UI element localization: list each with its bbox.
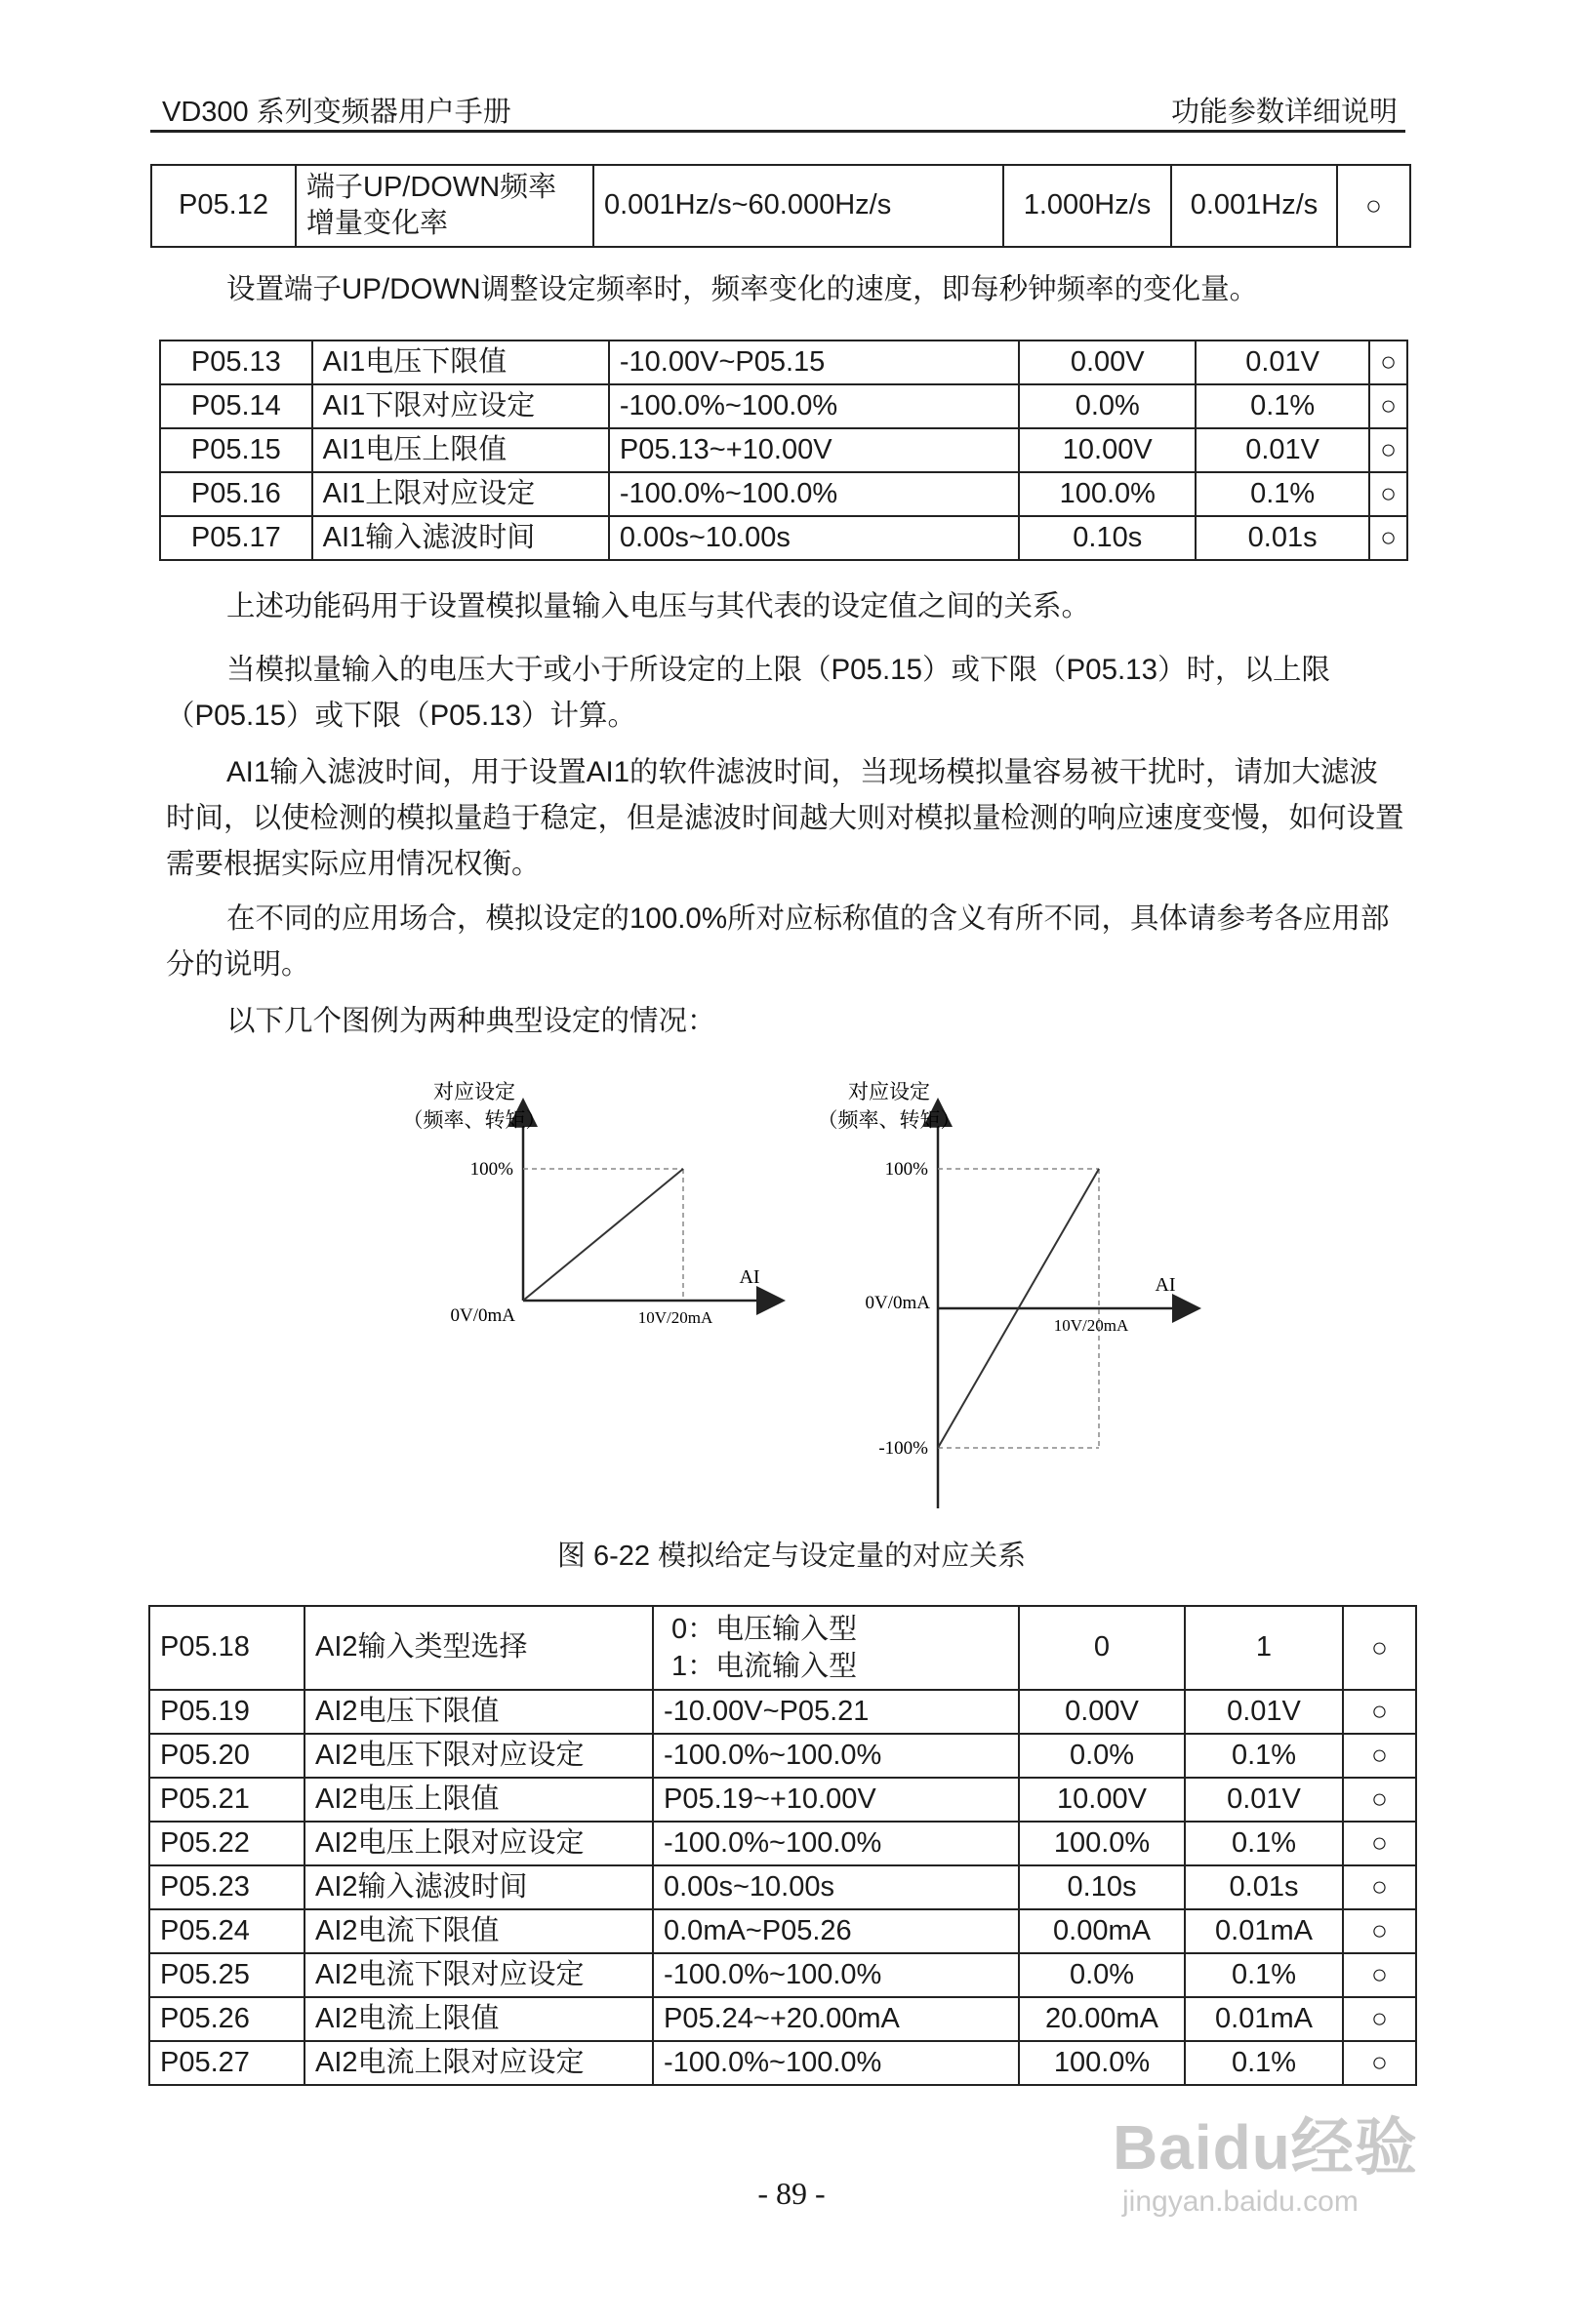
param-range: P05.19~+10.00V bbox=[653, 1778, 1019, 1822]
origin-label: 0V/0mA bbox=[450, 1305, 515, 1326]
table-row bbox=[160, 516, 1407, 560]
table-row bbox=[149, 1822, 1416, 1865]
y-tick-top: 100% bbox=[469, 1159, 513, 1180]
param-attr-mark: ○ bbox=[1343, 1690, 1416, 1734]
param-range: 0.00s~10.00s bbox=[609, 516, 1019, 560]
watermark-url: jingyan.baidu.com bbox=[1122, 2185, 1359, 2218]
table-row bbox=[149, 1606, 1416, 1690]
header-left: VD300 系列变频器用户手册 bbox=[162, 97, 511, 128]
param-unit: 1 bbox=[1185, 1606, 1343, 1690]
y-tick-bottom: -100% bbox=[878, 1438, 928, 1459]
param-unit: 0.01V bbox=[1196, 341, 1369, 384]
page-number: - 89 - bbox=[757, 2176, 826, 2211]
param-code: P05.21 bbox=[149, 1778, 304, 1822]
param-default: 0.0% bbox=[1019, 384, 1196, 428]
param-default: 0.0% bbox=[1019, 1953, 1185, 1997]
chart-unipolar bbox=[403, 1080, 772, 1327]
chart-bipolar bbox=[818, 1080, 1188, 1508]
param-range: 0.00s~10.00s bbox=[653, 1865, 1019, 1909]
param-unit: 0.001Hz/s bbox=[1171, 165, 1337, 247]
param-attr-mark: ○ bbox=[1343, 1734, 1416, 1778]
paragraph-updown: 设置端子UP/DOWN调整设定频率时，频率变化的速度，即每秒钟频率的变化量。 bbox=[226, 273, 1259, 305]
param-attr-mark: ○ bbox=[1343, 1865, 1416, 1909]
table-row bbox=[151, 165, 1410, 247]
param-code: P05.24 bbox=[149, 1909, 304, 1953]
param-default: 0 bbox=[1019, 1606, 1185, 1690]
series-line bbox=[523, 1169, 683, 1301]
param-attr-mark: ○ bbox=[1369, 384, 1407, 428]
param-code: P05.25 bbox=[149, 1953, 304, 1997]
param-table-ai1 bbox=[159, 340, 1408, 561]
param-range: -100.0%~100.0% bbox=[653, 1734, 1019, 1778]
param-name: AI2电压上限值 bbox=[304, 1778, 653, 1822]
param-range: 0.0mA~P05.26 bbox=[653, 1909, 1019, 1953]
table-row bbox=[160, 384, 1407, 428]
param-attr-mark: ○ bbox=[1369, 472, 1407, 516]
param-range: P05.13~+10.00V bbox=[609, 428, 1019, 472]
param-attr-mark: ○ bbox=[1369, 341, 1407, 384]
y-label-line1: 对应设定 bbox=[848, 1080, 930, 1103]
param-code: P05.20 bbox=[149, 1734, 304, 1778]
param-name: AI2电压下限值 bbox=[304, 1690, 653, 1734]
table-row bbox=[149, 1690, 1416, 1734]
param-name: AI1上限对应设定 bbox=[312, 472, 609, 516]
param-default: 0.10s bbox=[1019, 1865, 1185, 1909]
param-code: P05.19 bbox=[149, 1690, 304, 1734]
param-default: 100.0% bbox=[1019, 472, 1196, 516]
param-name: AI2电压上限对应设定 bbox=[304, 1822, 653, 1865]
param-unit: 0.01V bbox=[1196, 428, 1369, 472]
paragraph-examples: 以下几个图例为两种典型设定的情况： bbox=[226, 1005, 716, 1037]
param-name-line1: 端子UP/DOWN频率 bbox=[306, 172, 557, 203]
param-code: P05.13 bbox=[160, 341, 312, 384]
param-range: 0.001Hz/s~60.000Hz/s bbox=[593, 165, 1003, 247]
param-unit: 0.1% bbox=[1185, 1822, 1343, 1865]
header-right: 功能参数详细说明 bbox=[1170, 97, 1398, 128]
param-code: P05.26 bbox=[149, 1997, 304, 2041]
param-table-ai2 bbox=[148, 1605, 1417, 2086]
param-unit: 0.01mA bbox=[1185, 1997, 1343, 2041]
param-attr-mark: ○ bbox=[1343, 1909, 1416, 1953]
param-code: P05.14 bbox=[160, 384, 312, 428]
param-code: P05.12 bbox=[151, 165, 296, 247]
param-default: 0.00V bbox=[1019, 1690, 1185, 1734]
x-axis-label: AI bbox=[739, 1266, 760, 1288]
x-tick-end: 10V/20mA bbox=[1053, 1316, 1129, 1335]
param-attr-mark: ○ bbox=[1343, 2041, 1416, 2085]
param-name: AI2电流下限值 bbox=[304, 1909, 653, 1953]
param-unit: 0.01s bbox=[1185, 1865, 1343, 1909]
param-name: AI1电压下限值 bbox=[312, 341, 609, 384]
param-unit: 0.01mA bbox=[1185, 1909, 1343, 1953]
table-row bbox=[149, 1734, 1416, 1778]
y-label-line2: （频率、转矩） bbox=[402, 1108, 547, 1132]
param-name: AI2电流上限对应设定 bbox=[304, 2041, 653, 2085]
param-name: AI2输入滤波时间 bbox=[304, 1865, 653, 1909]
table-row bbox=[160, 428, 1407, 472]
paragraph-relation: 上述功能码用于设置模拟量输入电压与其代表的设定值之间的关系。 bbox=[226, 590, 1091, 622]
figure-6-22 bbox=[0, 1063, 1583, 1532]
param-default: 10.00V bbox=[1019, 1778, 1185, 1822]
param-unit: 0.1% bbox=[1185, 1953, 1343, 1997]
param-code: P05.23 bbox=[149, 1865, 304, 1909]
param-unit: 0.1% bbox=[1196, 472, 1369, 516]
param-range: -10.00V~P05.15 bbox=[609, 341, 1019, 384]
param-default: 100.0% bbox=[1019, 2041, 1185, 2085]
param-code: P05.17 bbox=[160, 516, 312, 560]
param-code: P05.27 bbox=[149, 2041, 304, 2085]
y-label-line2: （频率、转矩） bbox=[817, 1108, 961, 1132]
param-range: -100.0%~100.0% bbox=[653, 1822, 1019, 1865]
figure-caption: 图 6-22 模拟给定与设定量的对应关系 bbox=[556, 1541, 1027, 1572]
param-code: P05.18 bbox=[149, 1606, 304, 1690]
param-range: -100.0%~100.0% bbox=[609, 472, 1019, 516]
paragraph-filter: AI1输入滤波时间，用于设置AI1的软件滤波时间，当现场模拟量容易被干扰时，请加大滤波时间，以使检测的模拟量趋于稳定，但是滤波时间越大则对模拟量检测的响应速度变慢，如何设置需要根据实际应用情况权衡。 bbox=[166, 756, 1404, 880]
header-rule bbox=[150, 130, 1405, 133]
table-row bbox=[149, 1865, 1416, 1909]
param-name: AI2输入类型选择 bbox=[304, 1606, 653, 1690]
param-code: P05.16 bbox=[160, 472, 312, 516]
param-default: 100.0% bbox=[1019, 1822, 1185, 1865]
origin-label: 0V/0mA bbox=[865, 1293, 930, 1313]
param-default: 0.00V bbox=[1019, 341, 1196, 384]
param-attr-mark: ○ bbox=[1343, 1953, 1416, 1997]
param-range: -10.00V~P05.21 bbox=[653, 1690, 1019, 1734]
paragraph-limits: 当模拟量输入的电压大于或小于所设定的上限（P05.15）或下限（P05.13）时，以上限（P05.15）或下限（P05.13）计算。 bbox=[166, 654, 1330, 732]
param-name: AI1下限对应设定 bbox=[312, 384, 609, 428]
param-attr-mark: ○ bbox=[1343, 1778, 1416, 1822]
param-unit: 0.01s bbox=[1196, 516, 1369, 560]
table-row bbox=[160, 472, 1407, 516]
param-default: 20.00mA bbox=[1019, 1997, 1185, 2041]
param-unit: 0.1% bbox=[1185, 2041, 1343, 2085]
table-row bbox=[149, 1997, 1416, 2041]
param-range: P05.24~+20.00mA bbox=[653, 1997, 1019, 2041]
table-row bbox=[149, 1953, 1416, 1997]
param-unit: 0.1% bbox=[1185, 1734, 1343, 1778]
param-default: 0.0% bbox=[1019, 1734, 1185, 1778]
param-default: 0.10s bbox=[1019, 516, 1196, 560]
param-attr-mark: ○ bbox=[1343, 1822, 1416, 1865]
x-tick-end: 10V/20mA bbox=[637, 1308, 713, 1327]
param-range bbox=[653, 1606, 1019, 1690]
param-name: AI2电压下限对应设定 bbox=[304, 1734, 653, 1778]
param-name: AI1输入滤波时间 bbox=[312, 516, 609, 560]
param-name-line2: 增量变化率 bbox=[306, 208, 449, 239]
table-row bbox=[149, 1778, 1416, 1822]
param-name: AI2电流下限对应设定 bbox=[304, 1953, 653, 1997]
param-default: 0.00mA bbox=[1019, 1909, 1185, 1953]
param-default: 1.000Hz/s bbox=[1003, 165, 1171, 247]
param-name bbox=[296, 165, 593, 247]
param-unit: 0.01V bbox=[1185, 1778, 1343, 1822]
param-code: P05.15 bbox=[160, 428, 312, 472]
param-range-line1: 0：电压输入型 bbox=[671, 1614, 858, 1645]
table-row bbox=[149, 1909, 1416, 1953]
param-name: AI1电压上限值 bbox=[312, 428, 609, 472]
y-tick-top: 100% bbox=[884, 1159, 928, 1180]
param-range: -100.0%~100.0% bbox=[653, 1953, 1019, 1997]
param-unit: 0.01V bbox=[1185, 1690, 1343, 1734]
table-row bbox=[149, 2041, 1416, 2085]
param-default: 10.00V bbox=[1019, 428, 1196, 472]
param-attr-mark: ○ bbox=[1369, 516, 1407, 560]
y-label-line1: 对应设定 bbox=[433, 1080, 515, 1103]
paragraph-percent: 在不同的应用场合，模拟设定的100.0%所对应标称值的含义有所不同，具体请参考各应用部分的说明。 bbox=[166, 902, 1390, 981]
table-row bbox=[160, 341, 1407, 384]
param-attr-mark: ○ bbox=[1369, 428, 1407, 472]
param-attr-mark: ○ bbox=[1343, 1606, 1416, 1690]
param-attr-mark: ○ bbox=[1343, 1997, 1416, 2041]
param-code: P05.22 bbox=[149, 1822, 304, 1865]
watermark-brand: Baidu经验 bbox=[1113, 2112, 1418, 2183]
param-unit: 0.1% bbox=[1196, 384, 1369, 428]
param-attr-mark: ○ bbox=[1337, 165, 1410, 247]
param-range: -100.0%~100.0% bbox=[609, 384, 1019, 428]
param-range: -100.0%~100.0% bbox=[653, 2041, 1019, 2085]
param-name: AI2电流上限值 bbox=[304, 1997, 653, 2041]
x-axis-label: AI bbox=[1155, 1274, 1176, 1296]
param-range-line2: 1：电流输入型 bbox=[671, 1651, 858, 1682]
param-table-p0512 bbox=[150, 164, 1411, 248]
